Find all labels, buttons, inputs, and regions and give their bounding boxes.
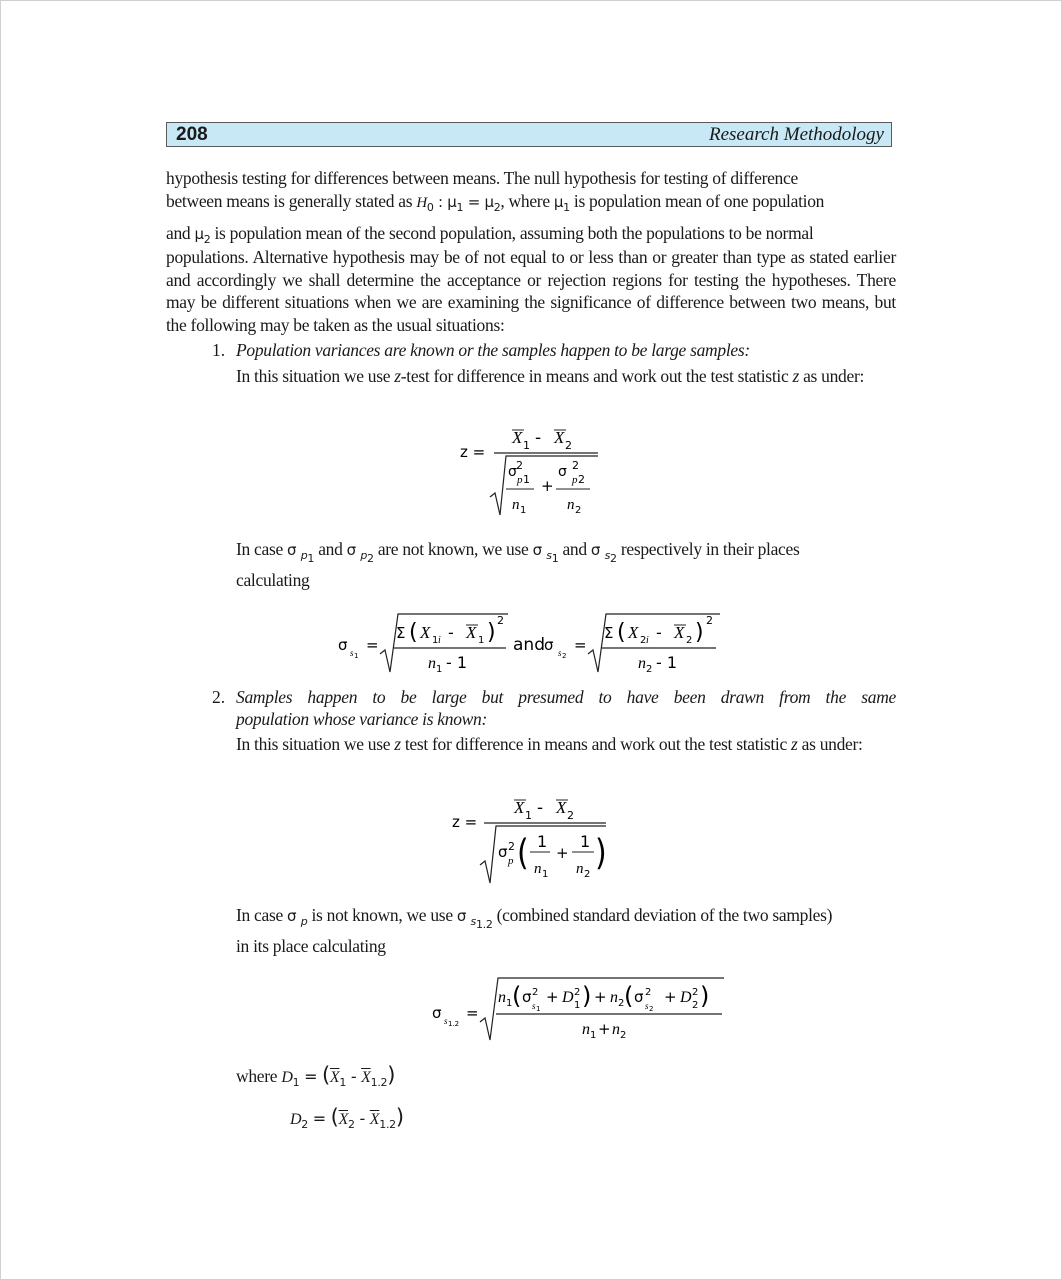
svg-text:-: - [656,623,662,642]
svg-text:X: X [466,623,477,642]
svg-text:(: ( [517,830,529,874]
svg-text:+: + [594,988,607,1006]
svg-text:n: n [612,1021,620,1038]
svg-text:z =: z = [460,443,486,461]
svg-text:2: 2 [532,987,539,998]
svg-text:2: 2 [640,635,647,646]
svg-text:+: + [598,1020,611,1038]
svg-text:D: D [680,989,692,1006]
svg-text:s: s [444,1016,448,1026]
svg-text:): ) [700,982,710,1010]
svg-text:+: + [541,477,554,495]
svg-text:+: + [556,844,569,862]
svg-text:2: 2 [618,998,625,1009]
svg-text:- 1: - 1 [656,653,678,672]
svg-text:2: 2 [686,635,693,646]
svg-text:2: 2 [584,869,591,880]
sigma-s12-formula [426,970,736,1045]
svg-text:p: p [572,474,578,486]
svg-text:1: 1 [523,473,530,486]
svg-text:n: n [512,497,520,513]
svg-text:1: 1 [590,1030,597,1041]
svg-text:+: + [546,988,559,1006]
svg-text:1: 1 [506,998,513,1009]
svg-text:Σ: Σ [604,624,614,642]
svg-text:=: = [366,636,379,654]
svg-text:2: 2 [620,1030,627,1041]
item-2-number: 2. [212,687,226,707]
svg-text:σ: σ [508,464,517,480]
svg-text:1: 1 [580,832,591,851]
svg-text:Σ: Σ [396,624,406,642]
svg-text:=: = [574,636,587,654]
svg-text:): ) [595,830,607,874]
svg-text:2: 2 [516,459,523,472]
svg-text:σ: σ [558,464,567,480]
svg-text:1: 1 [432,635,439,646]
svg-text:n: n [610,989,618,1006]
svg-text:2: 2 [567,809,574,822]
svg-text:X: X [512,428,523,447]
svg-text:1: 1 [536,1005,541,1013]
svg-text:): ) [487,620,496,645]
svg-text:2: 2 [574,987,581,998]
svg-text:X: X [514,798,525,817]
svg-text:s: s [645,1001,649,1011]
item-1-heading: Population variances are known or the samples happen to be large samples: [236,340,750,360]
item-2-text: In this situation we use z test for difference in means and work out the test statistic z as under: [236,734,863,754]
svg-text:): ) [695,620,704,645]
svg-text:1: 1 [478,635,485,646]
svg-text:(: ( [512,982,522,1010]
item-2-case-text: In case σ $_p$ is not known, we use σ $_{s_{1.2}}$ (combined standard deviation of the two samples) [236,905,833,932]
svg-text:1: 1 [574,1000,581,1011]
intro-line-1: hypothesis testing for differences between means. The null hypothesis for testing of difference [166,168,798,188]
svg-text:1: 1 [537,832,548,851]
null-hypothesis-formula: $H_0$ : $\mu_1 = \mu_2$ [416,193,501,214]
svg-text:+: + [664,988,677,1006]
svg-text:(: ( [409,620,418,645]
svg-text:n: n [576,861,584,877]
where-d2: $D_2 = (\overline{X}_2 - \overline{X}_{1.2})$ [290,1105,404,1132]
item-1-text: In this situation we use z-test for difference in means and work out the test statistic z as under: [236,366,865,386]
svg-text:2: 2 [706,614,713,627]
svg-text:2: 2 [646,664,653,675]
svg-text:s: s [558,648,562,658]
svg-text:X: X [628,623,639,642]
svg-text:(: ( [617,620,626,645]
z-formula-2 [440,795,620,890]
svg-text:s: s [350,648,354,658]
svg-text:1: 1 [354,652,359,660]
svg-text:2: 2 [645,987,652,998]
svg-text:2: 2 [497,614,504,627]
svg-text:2: 2 [692,1000,699,1011]
item-2-calculating: in its place calculating [236,936,386,956]
svg-text:σ: σ [522,988,532,1006]
svg-text:p: p [517,474,523,486]
svg-text:): ) [582,982,592,1010]
svg-text:(: ( [624,982,634,1010]
svg-text:1: 1 [525,809,532,822]
book-title: Research Methodology [709,123,884,145]
svg-text:-: - [537,798,544,818]
svg-text:σ: σ [634,988,644,1006]
svg-text:- 1: - 1 [446,653,468,672]
svg-text:σ: σ [498,843,508,861]
svg-text:2: 2 [578,473,585,486]
svg-text:2: 2 [565,439,572,452]
svg-text:-: - [535,428,542,448]
svg-text:n: n [534,861,542,877]
svg-text:2: 2 [649,1005,654,1013]
svg-text:1: 1 [523,439,530,452]
svg-text:σ: σ [338,636,348,654]
item-1-case-text: In case σ $_{p_1}$ and σ $_{p_2}$ are not known, we use σ $_{s_1}$ and σ $_{s_2}$ respectively in their places [236,539,800,566]
svg-text:and: and [513,635,545,655]
svg-text:n: n [638,655,646,672]
svg-text:i: i [438,635,441,646]
item-1-number: 1. [212,340,226,360]
svg-text:s: s [532,1001,536,1011]
intro-rest: populations. Alternative hypothesis may be of not equal to or less than or greater than type as stated earlier and accordingly we shall determine the acceptance or rejection regions for testing the hypotheses. There may be different situations when we are examining the significance of difference between two means, but the following may be taken as the usual situations: [166,247,896,335]
page-number: 208 [176,123,208,145]
svg-text:D: D [562,989,574,1006]
svg-text:2: 2 [575,505,582,516]
item-2-heading-line-2: population whose variance is known: [236,709,488,729]
svg-text:p: p [508,855,514,867]
svg-text:X: X [556,798,567,817]
intro-line-3: and $\mu_2$ is population mean of the second population, assuming both the populations to be normal [166,223,814,246]
svg-text:X: X [674,623,685,642]
item-2-heading-line-1: Samples happen to be large but presumed to have been drawn from the same [236,687,896,707]
svg-text:X: X [554,428,565,447]
svg-text:n: n [428,655,436,672]
z-formula-1 [450,425,610,520]
svg-text:z =: z = [452,813,478,831]
svg-text:1: 1 [542,869,549,880]
svg-text:n: n [567,497,575,513]
svg-text:-: - [448,623,454,642]
running-header [166,122,892,147]
svg-text:X: X [420,623,431,642]
svg-text:n: n [582,1021,590,1038]
sigma-s-formulas [330,602,730,677]
svg-text:σ: σ [544,636,554,654]
svg-text:2: 2 [508,840,515,853]
svg-text:1: 1 [520,505,527,516]
svg-text:σ: σ [432,1004,442,1022]
svg-text:2: 2 [692,987,699,998]
svg-text:1.2: 1.2 [448,1020,460,1028]
intro-line-2: between means is generally stated as $H_0$ : $\mu_1 = \mu_2$, where $\mu_1$ is population mean of one population [166,191,825,214]
svg-text:i: i [646,635,649,646]
svg-text:2: 2 [572,459,579,472]
where-d1: where $D_1 = (\overline{X}_1 - \overline{X}_{1.2})$ [236,1063,396,1090]
svg-text:=: = [466,1004,479,1022]
svg-text:2: 2 [562,652,567,660]
svg-text:n: n [498,989,506,1006]
svg-text:1: 1 [436,664,443,675]
item-1-calculating: calculating [236,570,310,590]
